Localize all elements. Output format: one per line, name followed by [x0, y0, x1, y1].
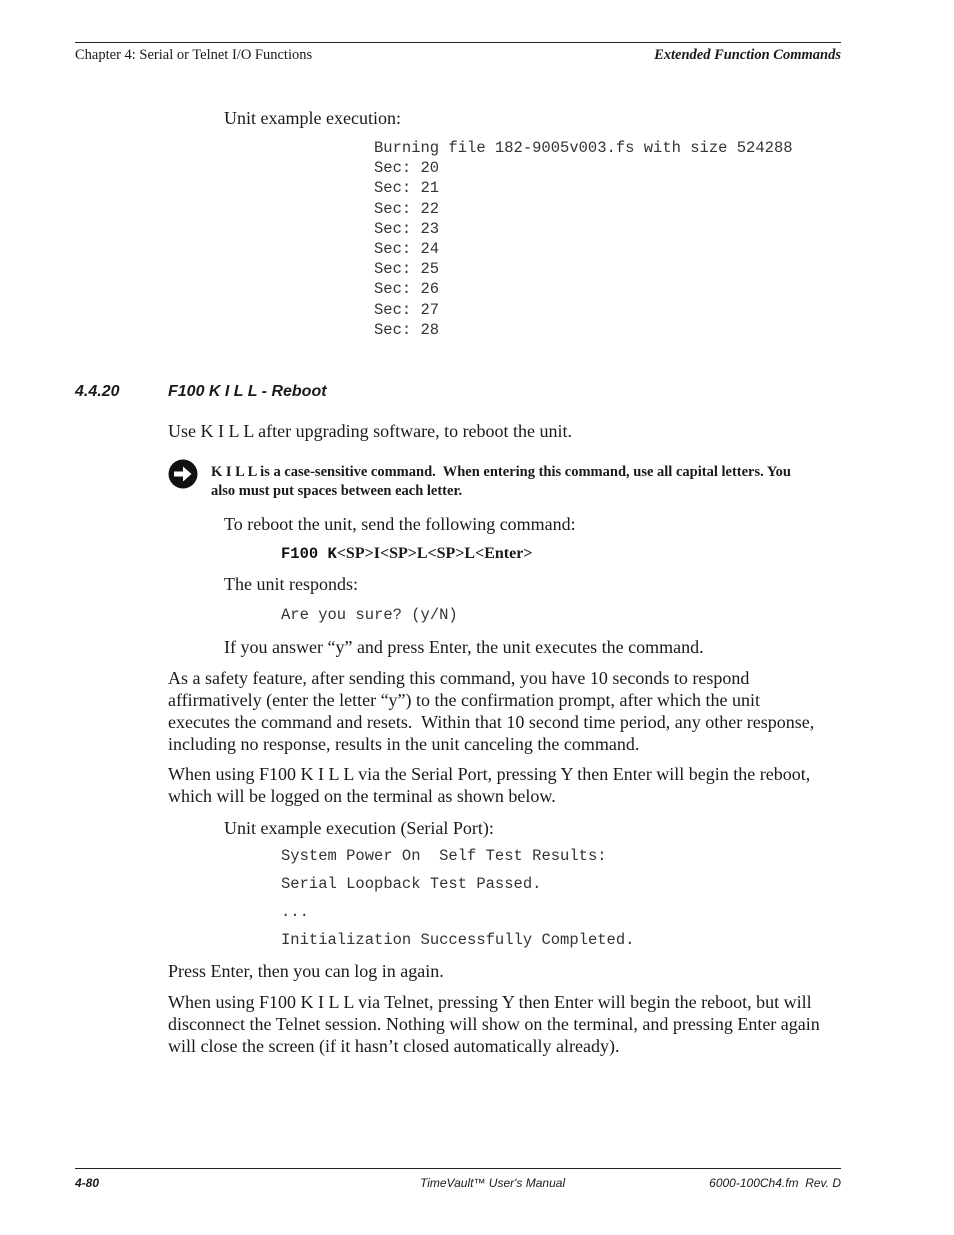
- section-number: 4.4.20: [75, 383, 120, 400]
- serial-output-line: ...: [281, 903, 309, 921]
- burn-output-line: Sec: 27: [374, 300, 440, 319]
- burn-output-line: Sec: 25: [374, 260, 440, 279]
- reboot-instruction: To reboot the unit, send the following command:: [224, 514, 576, 534]
- serial-line: When using F100 K I L L via the Serial Port, pressing Y then Enter will begin the reboot,: [168, 764, 811, 784]
- serial-paragraph: [168, 763, 848, 807]
- confirm-prompt: Are you sure? (y/N): [281, 606, 458, 624]
- arrow-right-circle-icon: [168, 459, 198, 489]
- answer-text: If you answer “y” and press Enter, the unit executes the command.: [224, 637, 704, 657]
- safety-line: including no response, results in the unit canceling the command.: [168, 734, 640, 754]
- press-enter-text: Press Enter, then you can log in again.: [168, 961, 444, 981]
- safety-paragraph: [168, 667, 848, 755]
- serial-output-line: System Power On Self Test Results:: [281, 847, 607, 865]
- section-title: F100 K I L L - Reboot: [168, 383, 327, 400]
- note-text: [211, 463, 841, 501]
- serial-output-line: Serial Loopback Test Passed.: [281, 875, 542, 893]
- serial-line: which will be logged on the terminal as shown below.: [168, 786, 556, 806]
- note-line: also must put spaces between each letter.: [211, 483, 463, 499]
- intro-label: Unit example execution:: [224, 108, 401, 128]
- burn-output-line: Sec: 28: [374, 320, 440, 339]
- header-rule: [75, 42, 841, 43]
- burn-output-line: Sec: 21: [374, 179, 440, 198]
- safety-line: As a safety feature, after sending this command, you have 10 seconds to respond: [168, 668, 750, 688]
- telnet-line: disconnect the Telnet session. Nothing will show on the terminal, and pressing Enter again: [168, 1014, 820, 1034]
- burn-output-line: Burning file 182-9005v003.fs with size 524288: [374, 139, 793, 157]
- burn-output-line: Sec: 22: [374, 199, 440, 218]
- telnet-paragraph: [168, 991, 848, 1057]
- footer-page-number: 4-80: [75, 1176, 100, 1190]
- burn-output-block: [374, 138, 793, 340]
- footer-file-info: 6000-100Ch4.fm Rev. D: [709, 1176, 841, 1190]
- serial-output-line: Initialization Successfully Completed.: [281, 931, 635, 949]
- telnet-line: will close the screen (if it hasn’t closed automatically already).: [168, 1036, 620, 1056]
- command-prefix: F100 K: [281, 545, 337, 563]
- safety-line: affirmatively (enter the letter “y”) to the confirmation prompt, after which the unit: [168, 690, 760, 710]
- serial-label: Unit example execution (Serial Port):: [224, 818, 494, 838]
- footer-rule: [75, 1168, 841, 1169]
- burn-output-line: Sec: 26: [374, 280, 440, 299]
- note-line: K I L L is a case-sensitive command. When entering this command, use all capital letters. You: [211, 464, 791, 480]
- telnet-line: When using F100 K I L L via Telnet, pressing Y then Enter will begin the reboot, but will: [168, 992, 812, 1012]
- header-chapter: Chapter 4: Serial or Telnet I/O Functions: [75, 47, 313, 63]
- burn-output-line: Sec: 24: [374, 240, 440, 259]
- responds-label: The unit responds:: [224, 574, 358, 594]
- reboot-command: [281, 545, 532, 563]
- footer-manual-title: TimeVault™ User's Manual: [420, 1176, 566, 1190]
- command-rest: <SP>I<SP>L<SP>L<Enter>: [336, 545, 533, 562]
- burn-output-line: Sec: 20: [374, 159, 440, 178]
- safety-line: executes the command and resets. Within that 10 second time period, any other response,: [168, 712, 815, 732]
- use-text: Use K I L L after upgrading software, to reboot the unit.: [168, 421, 573, 441]
- header-section: Extended Function Commands: [654, 47, 841, 63]
- burn-output-line: Sec: 23: [374, 219, 440, 238]
